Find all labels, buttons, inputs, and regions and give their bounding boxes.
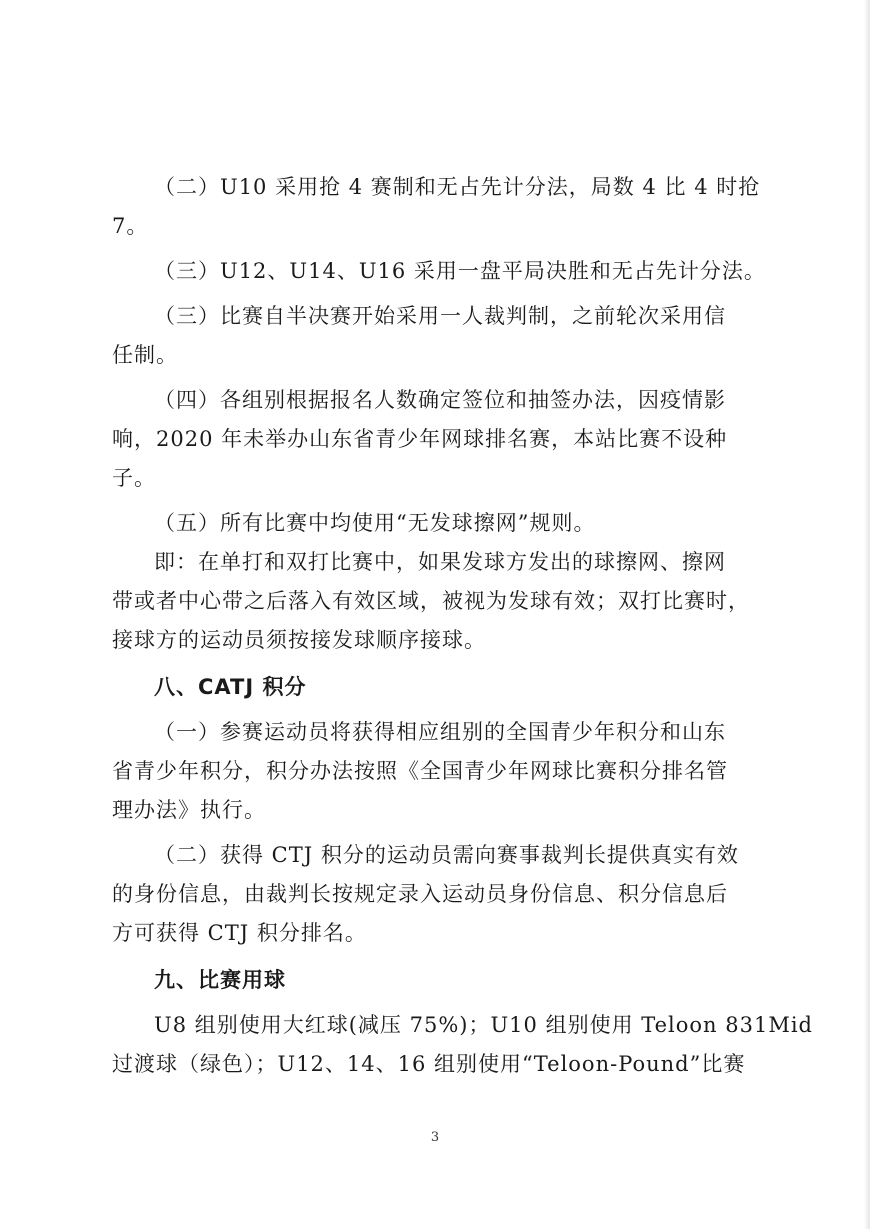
- paragraph-draw-method: [112, 381, 760, 498]
- text-line: 7。: [112, 214, 149, 238]
- text-line: 方可获得 CTJ 积分排名。: [112, 921, 367, 945]
- text-line: 理办法》执行。: [112, 798, 266, 822]
- paragraph-u12-u16-rules: [112, 252, 766, 291]
- page-number: 3: [430, 1130, 440, 1145]
- text-line: 即：在单打和双打比赛中，如果发球方发出的球擦网、擦网: [154, 550, 726, 574]
- text-line: U8 组别使用大红球(减压 75%)；U10 组别使用 Teloon 831Mid: [154, 1013, 813, 1037]
- document-body: [112, 168, 813, 1084]
- paragraph-umpire-system: [112, 297, 760, 375]
- paragraph-u10-rules: [112, 168, 760, 246]
- text-line: （三）U12、U14、U16 采用一盘平局决胜和无占先计分法。: [154, 259, 766, 283]
- section-heading-match-balls: 九、比赛用球: [154, 968, 286, 992]
- text-line: 的身份信息，由裁判长按规定录入运动员身份信息、积分信息后: [112, 882, 728, 906]
- page-edge: [864, 0, 870, 1229]
- paragraph-no-let-explanation: [112, 543, 760, 660]
- text-line: （二）U10 采用抢 4 赛制和无占先计分法，局数 4 比 4 时抢: [154, 175, 761, 199]
- paragraph-points-method: [112, 713, 760, 830]
- section-heading-catj-points: 八、CATJ 积分: [154, 675, 307, 699]
- text-line: （五）所有比赛中均使用“无发球擦网”规则。: [154, 511, 596, 535]
- text-line: 响，2020 年未举办山东省青少年网球排名赛，本站比赛不设种: [112, 427, 728, 451]
- text-line: 省青少年积分，积分办法按照《全国青少年网球比赛积分排名管: [112, 759, 728, 783]
- text-line: 带或者中心带之后落入有效区域，被视为发球有效；双打比赛时，: [112, 589, 750, 613]
- text-line: （四）各组别根据报名人数确定签位和抽签办法，因疫情影: [154, 388, 726, 412]
- text-line: 过渡球（绿色）；U12、14、16 组别使用“Teloon-Pound”比赛: [112, 1052, 746, 1076]
- text-line: （三）比赛自半决赛开始采用一人裁判制，之前轮次采用信: [154, 304, 726, 328]
- text-line: （一）参赛运动员将获得相应组别的全国青少年积分和山东: [154, 720, 726, 744]
- text-line: 子。: [112, 466, 156, 490]
- paragraph-ball-types: [112, 1006, 813, 1084]
- text-line: 任制。: [112, 343, 178, 367]
- text-line: （二）获得 CTJ 积分的运动员需向赛事裁判长提供真实有效: [154, 843, 739, 867]
- paragraph-no-let-rule: [112, 504, 760, 543]
- paragraph-ctj-identity: [112, 836, 760, 953]
- text-line: 接球方的运动员须按接发球顺序接球。: [112, 628, 486, 652]
